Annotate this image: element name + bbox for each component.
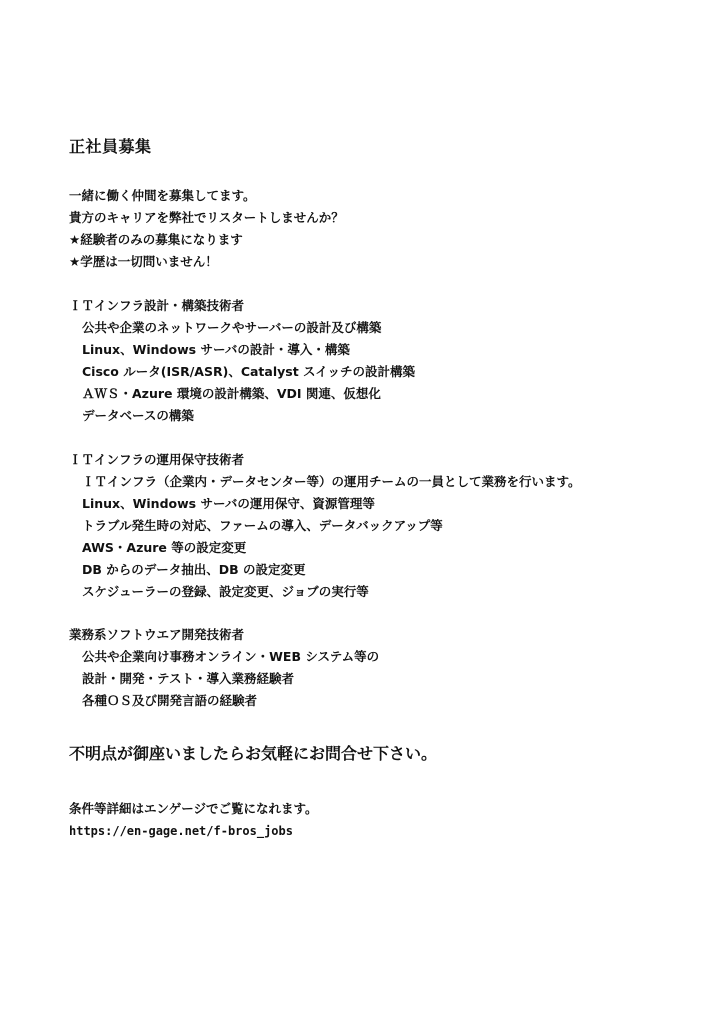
footer-note: 条件等詳細はエンゲージでご覧になれます。 — [69, 801, 318, 816]
page-title: 正社員募集 — [69, 137, 152, 156]
section-heading: ＩＴインフラ設計・構築技術者 — [69, 298, 245, 313]
section-item: ＩＴインフラ（企業内・データセンター等）の運用チームの一員として業務を行います。 — [82, 474, 581, 489]
section-item: 公共や企業のネットワークやサーバーの設計及び構築 — [82, 320, 382, 335]
section-item: スケジューラーの登録、設定変更、ジョブの実行等 — [82, 584, 369, 599]
section-item: データベースの構築 — [82, 408, 194, 423]
intro-block — [69, 185, 709, 273]
section-infra-design — [69, 295, 709, 427]
section-item: ＡＷＳ・Azure 環境の設計構築、VDI 関連、仮想化 — [82, 386, 381, 401]
section-item: DB からのデータ抽出、DB の設定変更 — [82, 562, 306, 577]
section-item: 公共や企業向け事務オンライン・WEB システム等の — [82, 649, 380, 664]
section-heading: 業務系ソフトウエア開発技術者 — [69, 627, 245, 642]
section-item: Cisco ルータ(ISR/ASR)、Catalyst スイッチの設計構築 — [82, 364, 416, 379]
section-item: トラブル発生時の対応、ファームの導入、データバックアップ等 — [82, 518, 443, 533]
engage-url-link[interactable]: https://en-gage.net/f-bros_jobs — [69, 824, 293, 838]
intro-line: ★学歴は一切問いません！ — [69, 254, 218, 269]
section-software-dev — [69, 624, 709, 712]
footer-block — [69, 798, 709, 842]
intro-line: ★経験者のみの募集になります — [69, 232, 243, 247]
section-item: 設計・開発・テスト・導入業務経験者 — [82, 671, 295, 686]
intro-line: 貴方のキャリアを弊社でリスタートしませんか？ — [69, 210, 344, 225]
section-item: Linux、Windows サーバの設計・導入・構築 — [82, 342, 350, 357]
section-infra-ops — [69, 449, 709, 603]
section-item: 各種ＯＳ及び開発言語の経験者 — [82, 693, 258, 708]
section-heading: ＩＴインフラの運用保守技術者 — [69, 452, 245, 467]
closing-message: 不明点が御座いましたらお気軽にお問合せ下さい。 — [69, 744, 438, 763]
section-item: AWS・Azure 等の設定変更 — [82, 540, 247, 555]
intro-line: 一緒に働く仲間を募集してます。 — [69, 188, 256, 203]
section-item: Linux、Windows サーバの運用保守、資源管理等 — [82, 496, 375, 511]
